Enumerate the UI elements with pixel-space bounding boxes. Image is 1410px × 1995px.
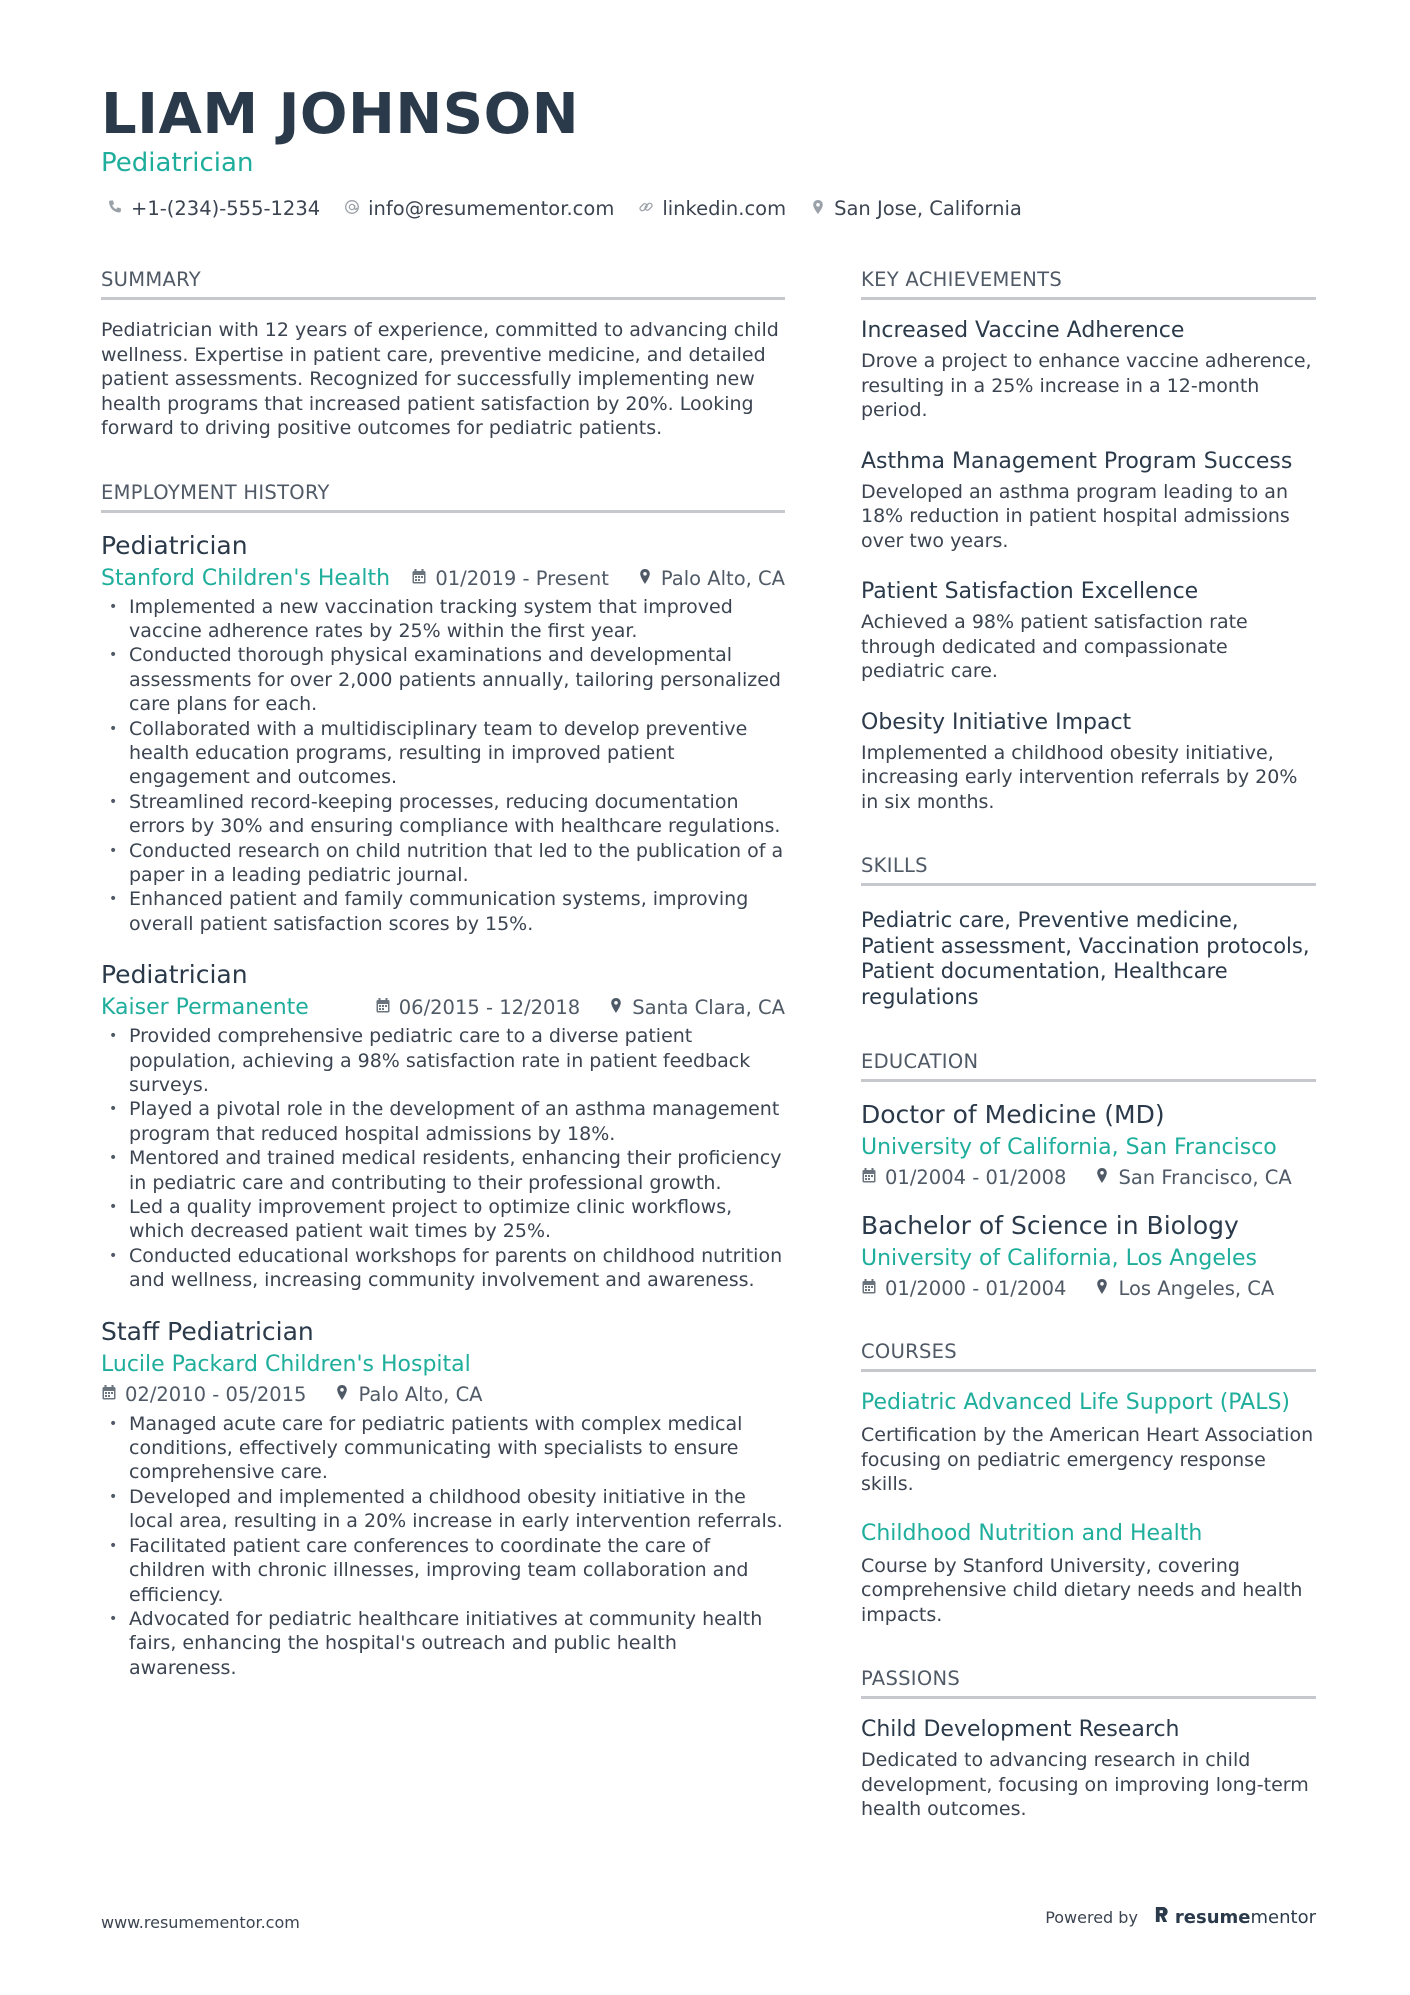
- list-item: • Implemented a new vaccination tracking system that improved vaccine adherence rates by 25% within the first year.: [101, 595, 785, 644]
- passions-section: [861, 1667, 1316, 1822]
- skills-text: Pediatric care, Preventive medicine, Patient assessment, Vaccination protocols, Patient documentation, Healthcare regulations: [861, 908, 1310, 1009]
- course-item: [861, 1521, 1316, 1628]
- footer-branding: [1045, 1906, 1316, 1928]
- list-item: • Managed acute care for pediatric patients with complex medical conditions, effectively communicating with specialists to ensure comprehensive care.: [101, 1412, 785, 1485]
- job-entry: [101, 1317, 785, 1680]
- achievement-title: Obesity Initiative Impact: [861, 709, 1132, 735]
- job-bullets: [101, 1024, 785, 1292]
- email-text: info@resumementor.com: [368, 197, 615, 220]
- list-item: • Provided comprehensive pediatric care to a diverse patient population, achieving a 98% satisfaction rate in patient feedback surveys.: [101, 1024, 785, 1097]
- job-location-text: Palo Alto, CA: [660, 566, 785, 590]
- job-dates: [375, 996, 580, 1019]
- passions-heading: PASSIONS: [861, 1667, 1316, 1699]
- candidate-title: Pediatrician: [101, 148, 254, 178]
- achievement-text: Achieved a 98% patient satisfaction rate through dedicated and compassionate pediatric care.: [861, 611, 1248, 682]
- list-item: • Conducted thorough physical examinations and developmental assessments for over 2,000 patients annually, tailoring personalized care plans for each.: [101, 643, 785, 716]
- at-icon: [344, 197, 360, 220]
- education-item: [861, 1100, 1316, 1189]
- job-location-text: Palo Alto, CA: [358, 1382, 483, 1406]
- job-dates-text: 06/2015 - 12/2018: [398, 996, 581, 1020]
- list-item: • Played a pivotal role in the development of an asthma management program that reduced hospital admissions by 18%.: [101, 1097, 785, 1146]
- list-item: • Mentored and trained medical residents, enhancing their proficiency in pediatric care and contributing to their professional growth.: [101, 1146, 785, 1195]
- contact-phone[interactable]: [107, 197, 320, 220]
- job-location: [637, 567, 785, 590]
- course-title: Childhood Nutrition and Health: [861, 1520, 1203, 1546]
- list-item: • Led a quality improvement project to optimize clinic workflows, which decreased patient wait times by 25%.: [101, 1195, 785, 1244]
- achievement-title: Patient Satisfaction Excellence: [861, 579, 1199, 604]
- summary-text: Pediatrician with 12 years of experience, committed to advancing child wellness. Expertise in patient care, preventive medicine, and detailed patient assessments. Recognized for successfully implementing new health programs that increased patient satisfaction by 20%. Looking forward to driving positive outcomes for pediatric patients.: [101, 319, 779, 439]
- education-school: University of California, San Francisco: [861, 1135, 1277, 1160]
- candidate-name: LIAM JOHNSON: [101, 82, 580, 147]
- calendar-icon: [861, 1277, 877, 1300]
- job-title: Pediatrician: [101, 530, 248, 560]
- job-entry: [101, 960, 785, 1292]
- achievement-item: [861, 579, 1316, 684]
- brand-logo-icon: [1154, 1906, 1169, 1928]
- achievement-text: Developed an asthma program leading to an 18% reduction in patient hospital admissions over two years.: [861, 480, 1290, 552]
- achievements-section: [861, 268, 1316, 814]
- education-location: [1094, 1166, 1291, 1189]
- location-pin-icon: [1094, 1277, 1110, 1300]
- calendar-icon: [411, 567, 427, 590]
- achievement-item: [861, 318, 1316, 423]
- achievement-item: [861, 710, 1316, 815]
- education-section: [861, 1050, 1316, 1300]
- courses-heading: COURSES: [861, 1340, 1316, 1372]
- education-location-text: Los Angeles, CA: [1118, 1277, 1275, 1300]
- job-location: [608, 996, 785, 1019]
- education-location-text: San Francisco, CA: [1118, 1166, 1292, 1189]
- footer-website[interactable]: www.resumementor.com: [101, 1913, 300, 1932]
- contact-bar: [107, 197, 1022, 220]
- achievement-title: Increased Vaccine Adherence: [861, 318, 1185, 343]
- passion-item: [861, 1717, 1316, 1822]
- job-title: Pediatrician: [101, 960, 248, 990]
- job-company: Lucile Packard Children's Hospital: [101, 1351, 471, 1377]
- location-pin-icon: [608, 996, 624, 1019]
- contact-email[interactable]: [344, 197, 614, 220]
- phone-icon: [107, 197, 123, 220]
- passion-text: Dedicated to advancing research in child development, focusing on improving long-term health outcomes.: [861, 1749, 1309, 1820]
- brand-name-light: mentor: [1250, 1906, 1316, 1928]
- calendar-icon: [101, 1383, 117, 1406]
- location-pin-icon: [637, 567, 653, 590]
- achievement-text: Implemented a childhood obesity initiative, increasing early intervention referrals by 20% in six months.: [861, 741, 1298, 813]
- job-bullets: [101, 1412, 785, 1680]
- list-item: • Collaborated with a multidisciplinary team to develop preventive health education programs, resulting in improved patient engagement and outcomes.: [101, 717, 785, 790]
- course-item: [861, 1390, 1316, 1497]
- location-pin-icon: [810, 197, 826, 220]
- job-entry: [101, 531, 785, 937]
- job-title: Staff Pediatrician: [101, 1316, 314, 1346]
- education-degree: Doctor of Medicine (MD): [861, 1100, 1165, 1129]
- contact-linkedin[interactable]: [638, 197, 786, 220]
- list-item: • Conducted educational workshops for parents on childhood nutrition and wellness, increasing community involvement and awareness.: [101, 1244, 785, 1293]
- left-column: [101, 268, 785, 1720]
- summary-heading: SUMMARY: [101, 268, 785, 300]
- list-item: • Advocated for pediatric healthcare initiatives at community health fairs, enhancing the hospital's outreach and public health awareness.: [101, 1607, 785, 1680]
- list-item: • Streamlined record-keeping processes, reducing documentation errors by 30% and ensuring compliance with healthcare regulations.: [101, 790, 785, 839]
- passion-title: Child Development Research: [861, 1717, 1180, 1742]
- list-item: • Enhanced patient and family communication systems, improving overall patient satisfaction scores by 15%.: [101, 887, 785, 936]
- job-company: Kaiser Permanente: [101, 995, 309, 1021]
- job-dates: [411, 567, 609, 590]
- achievement-text: Drove a project to enhance vaccine adherence, resulting in a 25% increase in a 12-month period.: [861, 350, 1312, 421]
- achievements-heading: KEY ACHIEVEMENTS: [861, 268, 1316, 300]
- job-dates-text: 02/2010 - 05/2015: [125, 1382, 307, 1406]
- resume-page: [101, 0, 1316, 1995]
- course-title: Pediatric Advanced Life Support (PALS): [861, 1390, 1291, 1415]
- education-dates-text: 01/2000 - 01/2004: [885, 1277, 1067, 1300]
- phone-text: +1-(234)-555-1234: [131, 197, 321, 220]
- powered-by-text: Powered by: [1045, 1907, 1138, 1927]
- list-item: • Conducted research on child nutrition that led to the publication of a paper in a leading pediatric journal.: [101, 839, 785, 888]
- location-text: San Jose, California: [834, 197, 1022, 220]
- list-item: • Facilitated patient care conferences to coordinate the care of children with chronic illnesses, improving team collaboration and efficiency.: [101, 1534, 785, 1607]
- education-degree: Bachelor of Science in Biology: [861, 1211, 1239, 1240]
- skills-heading: SKILLS: [861, 854, 1316, 886]
- job-location: [334, 1383, 482, 1406]
- achievement-item: [861, 449, 1316, 554]
- list-item: • Developed and implemented a childhood obesity initiative in the local area, resulting in a 20% increase in early intervention referrals.: [101, 1485, 785, 1534]
- job-dates-text: 01/2019 - Present: [435, 566, 609, 590]
- education-heading: EDUCATION: [861, 1050, 1316, 1082]
- location-pin-icon: [1094, 1166, 1110, 1189]
- skills-section: [861, 854, 1316, 1010]
- education-dates: [861, 1166, 1066, 1189]
- job-dates: [101, 1383, 306, 1406]
- achievement-title: Asthma Management Program Success: [861, 448, 1293, 474]
- employment-section: [101, 481, 785, 1681]
- education-dates: [861, 1277, 1066, 1300]
- location-pin-icon: [334, 1383, 350, 1406]
- contact-location: [810, 197, 1022, 220]
- calendar-icon: [861, 1166, 877, 1189]
- course-text: Course by Stanford University, covering comprehensive child dietary needs and health impacts.: [861, 1554, 1303, 1626]
- brand-logo[interactable]: [1154, 1906, 1316, 1928]
- linkedin-text: linkedin.com: [662, 197, 787, 220]
- brand-name-bold: resume: [1174, 1906, 1251, 1928]
- education-dates-text: 01/2004 - 01/2008: [885, 1166, 1067, 1189]
- link-icon: [638, 197, 654, 220]
- education-location: [1094, 1277, 1274, 1300]
- course-text: Certification by the American Heart Association focusing on pediatric emergency response skills.: [861, 1424, 1314, 1495]
- calendar-icon: [375, 996, 391, 1019]
- job-location-text: Santa Clara, CA: [632, 996, 785, 1020]
- summary-section: [101, 268, 785, 441]
- education-item: [861, 1211, 1316, 1300]
- education-school: University of California, Los Angeles: [861, 1246, 1258, 1271]
- courses-section: [861, 1340, 1316, 1627]
- employment-heading: EMPLOYMENT HISTORY: [101, 481, 785, 513]
- right-column: [861, 268, 1316, 1862]
- job-company: Stanford Children's Health: [101, 565, 391, 591]
- job-bullets: [101, 595, 785, 937]
